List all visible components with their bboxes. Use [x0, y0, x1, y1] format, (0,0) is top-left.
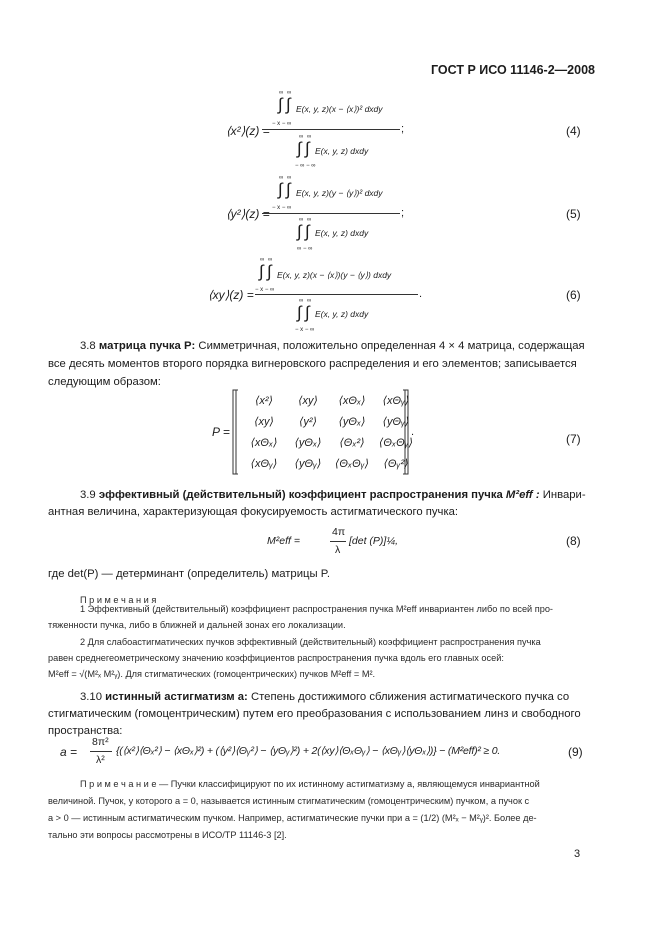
eq8-rhs: [det (P)]¼,	[349, 535, 399, 547]
integral-sign: ∫	[305, 222, 310, 241]
eq5-upper-limit: ∞	[307, 217, 312, 223]
eq5-denominator: E(x, y, z) dxdy	[315, 228, 369, 238]
eq9-lhs: a =	[60, 745, 78, 759]
matrix-tail: .	[411, 426, 415, 438]
integral-sign: ∫	[278, 180, 283, 199]
matrix-cell: ⟨xy⟩	[254, 416, 274, 428]
eq6-numerator: E(x, y, z)(x − ⟨x⟩)(y − ⟨y⟩) dxdy	[277, 270, 392, 280]
section-text: Степень достижимого сближения астигматического пучка со	[250, 691, 570, 703]
eq5-fraction-bar	[262, 213, 400, 214]
section-3-9-line2: антная величина, характеризующая фокусируемость астигматического пучка:	[48, 506, 459, 518]
matrix-cell: ⟨ΘₓΘᵧ⟩	[335, 458, 369, 470]
eq6-lower-limit: − x − ∞	[255, 287, 275, 293]
integral-sign: ∫	[305, 303, 310, 322]
eq8-lhs: M²eff =	[267, 535, 300, 547]
eq6-upper-limit: ∞	[268, 257, 273, 263]
matrix-cell: ⟨yΘₓ⟩	[338, 416, 366, 428]
eq4-numerator: E(x, y, z)(x − ⟨x⟩)² dxdy	[296, 104, 383, 114]
eq7-number: (7)	[566, 432, 581, 446]
eq8-frac-den: λ	[335, 544, 341, 556]
eq4-upper-limit: ∞	[287, 90, 292, 96]
eq5-tail: ;	[401, 207, 405, 219]
section-text: Инвари-	[542, 489, 586, 501]
eq4-lhs: ⟨x²⟩(z) =	[226, 124, 270, 138]
eq6-lower-limit: − x − ∞	[295, 327, 315, 333]
matrix-lhs: P =	[212, 425, 230, 439]
note3-line4: тально эти вопросы рассмотрены в ИСО/ТР 11146-3 [2].	[48, 830, 287, 840]
eq4-tail: ;	[401, 123, 405, 135]
term-beam-matrix: матрица пучка P:	[98, 340, 196, 352]
matrix-cell: ⟨x²⟩	[255, 395, 273, 407]
eq6-upper-limit: ∞	[307, 298, 312, 304]
eq4-upper-limit: ∞	[299, 134, 304, 140]
eq6-number: (6)	[566, 288, 581, 302]
eq8-number: (8)	[566, 534, 581, 548]
integral-sign: ∫	[267, 262, 272, 281]
matrix-cell: ⟨yΘᵧ⟩	[382, 416, 410, 428]
section-3-10-line3: пространства:	[48, 725, 123, 737]
section-number: 3.9	[80, 489, 96, 501]
matrix-cell: ⟨xy⟩	[298, 395, 318, 407]
integral-sign: ∫	[297, 222, 302, 241]
page-number: 3	[574, 848, 581, 860]
eq9-frac-num: 8π²	[92, 736, 109, 748]
eq5-number: (5)	[566, 207, 581, 221]
eq4-number: (4)	[566, 124, 581, 138]
eq5-lower-limit: − x − ∞	[272, 205, 292, 211]
matrix-cell: ⟨xΘₓ⟩	[250, 437, 278, 449]
section-text: Симметричная, положительно определенная 4 × 4 матрица, содержащая	[198, 340, 585, 352]
note3-line2: величиной. Пучок, у которого a = 0, называется истинным стигматическим (гомоцентрическим) пучком, а пучок с	[48, 796, 530, 806]
eq6-lhs: ⟨xy⟩(z) =	[208, 288, 254, 302]
eq6-tail: .	[419, 288, 423, 300]
notes-title: П р и м е ч а н и я	[80, 595, 157, 605]
eq5-upper-limit: ∞	[287, 175, 292, 181]
eq6-upper-limit: ∞	[260, 257, 265, 263]
note2-line3: M²eff = √(M²ₓ M²ᵧ). Для стигматических (гомоцентрических) пучков M²eff = M².	[48, 669, 376, 679]
eq9-fraction-bar	[90, 751, 112, 752]
integral-sign: ∫	[305, 139, 310, 158]
section-3-8-line2: все десять моментов второго порядка вигнеровского распределения и его элементов; записывается	[48, 358, 577, 370]
eq4-upper-limit: ∞	[279, 90, 284, 96]
matrix-cell: ⟨ΘₓΘᵧ⟩	[379, 437, 413, 449]
eq6-fraction-bar	[255, 294, 418, 295]
eq5-upper-limit: ∞	[279, 175, 284, 181]
section-number: 3.10	[80, 691, 102, 703]
eq6-upper-limit: ∞	[299, 298, 304, 304]
eq5-numerator: E(x, y, z)(y − ⟨y⟩)² dxdy	[296, 188, 383, 198]
term-symbol: M²eff :	[505, 489, 540, 501]
section-3-10-line2: стигматическим (гомоцентрическим) путем его преобразования с использованием линз и свободного	[48, 708, 581, 720]
term-true-astigmatism: истинный астигматизм a:	[105, 691, 248, 703]
matrix-cell: ⟨xΘᵧ⟩	[250, 458, 278, 470]
eq6-denominator: E(x, y, z) dxdy	[315, 309, 369, 319]
eq9-body: {(⟨x²⟩⟨Θₓ²⟩ − ⟨xΘₓ⟩²) + (⟨y²⟩⟨Θᵧ²⟩ − ⟨yΘᵧ⟩²) + 2(⟨xy⟩⟨ΘₓΘᵧ⟩ − ⟨xΘᵧ⟩⟨yΘₓ⟩)} − (M²eff)² ≥ 0.	[116, 745, 501, 757]
eq4-lower-limit: − x − ∞	[272, 121, 292, 127]
eq4-fraction-bar	[262, 129, 400, 130]
term-effective-coefficient: эффективный (действительный) коэффициент распространения пучка	[98, 489, 503, 501]
matrix-cell: ⟨Θₓ²⟩	[339, 437, 365, 449]
eq5-lhs: ⟨y²⟩(z) =	[226, 207, 270, 221]
section-3-10-line1	[80, 688, 585, 706]
note2-line1: 2 Для слабоастигматических пучков эффективный (действительный) коэффициент распространения пучка	[80, 637, 541, 647]
eq8-fraction-bar	[330, 541, 346, 542]
note3-line3: a > 0 — истинным астигматическим пучком. Например, астигматические пучки при a = (1/2) (M²ₓ − M²ᵧ)². Более де-	[48, 813, 537, 823]
note3-line1: П р и м е ч а н и е — Пучки классифицируют по их истинному астигматизму a, являющемуся инвариантной	[80, 779, 540, 789]
matrix-cell: ⟨yΘₓ⟩	[294, 437, 322, 449]
eq4-lower-limit: − ∞ − ∞	[295, 163, 316, 169]
document-header: ГОСТ Р ИСО 11146-2—2008	[431, 63, 595, 77]
section-3-8-line3: следующим образом:	[48, 376, 161, 388]
integral-sign: ∫	[259, 262, 264, 281]
matrix-cell: ⟨y²⟩	[299, 416, 317, 428]
section-3-9-line1	[80, 486, 585, 504]
matrix-cell: ⟨xΘₓ⟩	[338, 395, 366, 407]
eq5-lower-limit: ∞ − ∞	[297, 246, 313, 252]
integral-sign: ∫	[297, 139, 302, 158]
matrix-cell: ⟨yΘᵧ⟩	[294, 458, 322, 470]
matrix-cell: ⟨Θᵧ²⟩	[383, 458, 409, 470]
det-definition: где det(P) — детерминант (определитель) матрицы P.	[48, 568, 330, 580]
integral-sign: ∫	[278, 95, 283, 114]
integral-sign: ∫	[286, 180, 291, 199]
eq5-upper-limit: ∞	[299, 217, 304, 223]
eq9-frac-den: λ²	[96, 754, 105, 766]
eq4-denominator: E(x, y, z) dxdy	[315, 146, 369, 156]
note1-line1: 1 Эффективный (действительный) коэффициент распространения пучка M²eff инвариантен либо по всей про-	[80, 604, 553, 614]
section-number: 3.8	[80, 340, 96, 352]
eq4-upper-limit: ∞	[307, 134, 312, 140]
section-3-8-line1	[80, 337, 585, 355]
eq9-number: (9)	[568, 745, 583, 759]
matrix-cell: ⟨xΘᵧ⟩	[382, 395, 410, 407]
note1-line2: тяженности пучка, либо в ближней и дальней зонах его локализации.	[48, 620, 346, 630]
integral-sign: ∫	[297, 303, 302, 322]
integral-sign: ∫	[286, 95, 291, 114]
eq8-frac-num: 4π	[332, 526, 346, 538]
note2-line2: равен среднегеометрическому значению коэффициентов распространения пучка вдоль его главных осей:	[48, 653, 504, 663]
